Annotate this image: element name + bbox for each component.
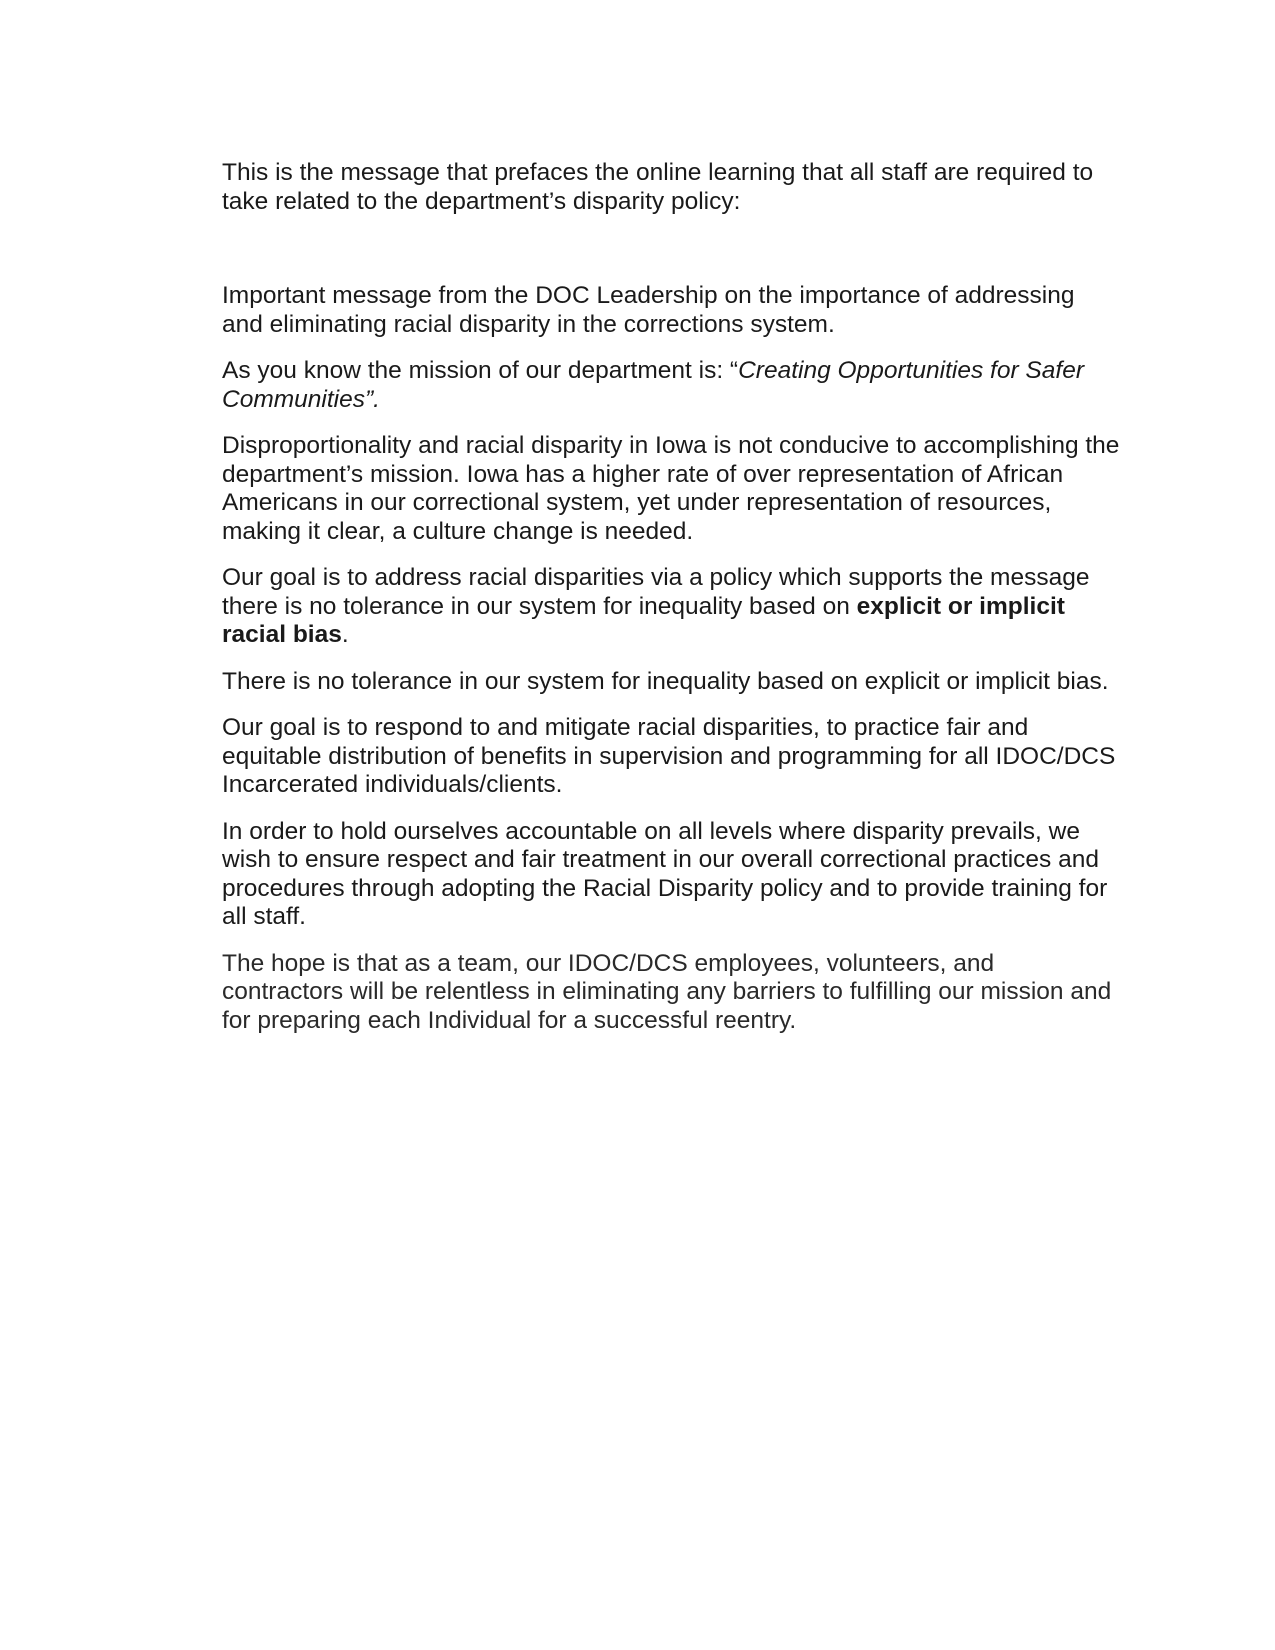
goal-policy-tail-text: . [341, 621, 349, 648]
goal-policy-lead-text: Our goal is to address racial disparities via a policy which supports the message there is no tolerance in our system for inequality based on [222, 564, 1090, 620]
bias-emphasis: explicit or implicit racial bias [222, 592, 1065, 648]
goal-policy-paragraph [222, 564, 1122, 650]
leadership-message-paragraph: Important message from the DOC Leadership on the importance of addressing and eliminating racial disparity in the corrections system. [222, 282, 1075, 338]
disproportionality-paragraph: Disproportionality and racial disparity in Iowa is not conducive to accomplishing the department’s mission. Iowa has a higher rate of over representation of African Americans in our correctional system, yet under representation of resources, making it clear, a culture change is needed. [222, 432, 1120, 545]
mitigation-goal-paragraph: Our goal is to respond to and mitigate racial disparities, to practice fair and equitable distribution of benefits in supervision and programming for all IDOC/DCS Incarcerated individuals/clients. [222, 714, 1116, 798]
mission-paragraph [222, 357, 1122, 414]
no-tolerance-paragraph: There is no tolerance in our system for inequality based on explicit or implicit bias. [222, 667, 1109, 695]
document-body [222, 159, 1122, 1053]
intro-paragraph: This is the message that prefaces the online learning that all staff are required to take related to the department’s disparity policy: [222, 159, 1094, 215]
accountability-paragraph: In order to hold ourselves accountable on all levels where disparity prevails, we wish to ensure respect and fair treatment in our overall correctional practices and procedures through adopting the Racial Disparity policy and to provide training for all staff. [222, 817, 1108, 930]
mission-statement: Creating Opportunities for Safer Communities”. [222, 357, 1084, 413]
team-hope-paragraph: The hope is that as a team, our IDOC/DCS employees, volunteers, and contractors will be relentless in eliminating any barriers to fulfilling our mission and for preparing each Individual for a successful reentry. [222, 949, 1112, 1034]
mission-lead-text: As you know the mission of our department is: “ [222, 357, 739, 384]
